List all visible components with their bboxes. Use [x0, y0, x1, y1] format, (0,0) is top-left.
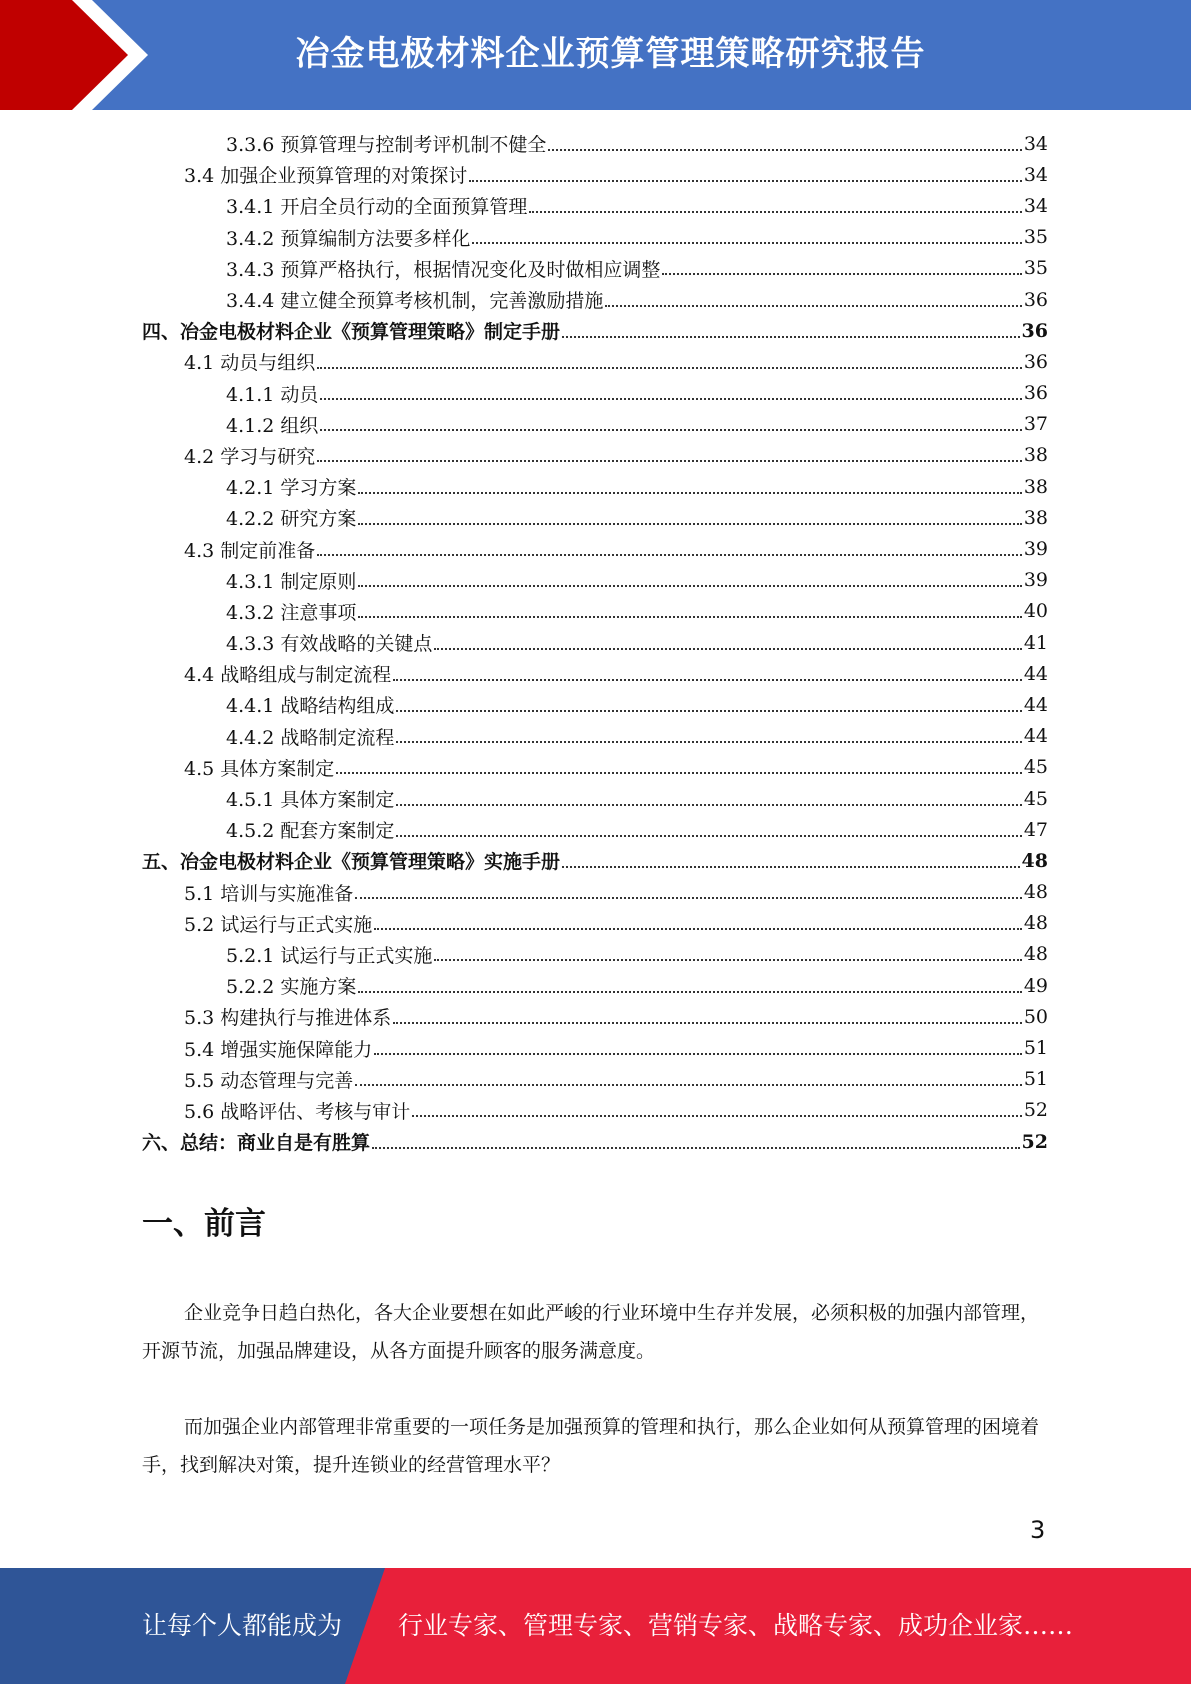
toc-entry-label: 5.2 试运行与正式实施: [184, 913, 373, 936]
toc-dot-leader: [396, 835, 1021, 837]
toc-entry-page: 35: [1023, 257, 1048, 280]
toc-entry[interactable]: [142, 1095, 1048, 1126]
toc-entry-label: 3.3.6 预算管理与控制考评机制不健全: [226, 134, 547, 157]
toc-entry-label: 4.3 制定前准备: [184, 539, 316, 562]
toc-dot-leader: [472, 242, 1021, 244]
toc-entry[interactable]: [142, 409, 1048, 440]
toc-dot-leader: [355, 1084, 1022, 1086]
page-header: [0, 0, 1191, 110]
footer-slogan-right: 行业专家、管理专家、营销专家、战略专家、成功企业家……: [398, 1611, 1074, 1640]
toc-dot-leader: [317, 367, 1022, 369]
toc-entry[interactable]: [142, 908, 1048, 939]
toc-dot-leader: [393, 679, 1022, 681]
toc-entry-label: 5.1 培训与实施准备: [184, 882, 354, 905]
toc-entry[interactable]: [142, 284, 1048, 315]
toc-entry-page: 44: [1023, 693, 1048, 716]
toc-entry-label: 4.1.2 组织: [226, 414, 319, 437]
toc-dot-leader: [358, 492, 1021, 494]
toc-entry[interactable]: [142, 596, 1048, 627]
toc-dot-leader: [562, 336, 1020, 338]
toc-entry-label: 4.4 战略组成与制定流程: [184, 664, 392, 687]
toc-entry-label: 4.2.1 学习方案: [226, 477, 357, 500]
toc-entry-label: 3.4.4 建立健全预算考核机制，完善激励措施: [226, 290, 604, 313]
toc-entry[interactable]: [142, 814, 1048, 845]
toc-entry-label: 4.2.2 研究方案: [226, 508, 357, 531]
toc-entry-page: 45: [1023, 756, 1048, 779]
toc-entry-page: 41: [1023, 631, 1048, 654]
toc-entry[interactable]: [142, 1001, 1048, 1032]
toc-dot-leader: [393, 1022, 1022, 1024]
toc-dot-leader: [358, 991, 1021, 993]
page-number: 3: [1030, 1516, 1046, 1544]
toc-entry-label: 4.5.2 配套方案制定: [226, 820, 395, 843]
toc-entry[interactable]: [142, 440, 1048, 471]
toc-entry-page: 38: [1023, 475, 1048, 498]
toc-entry[interactable]: [142, 783, 1048, 814]
toc-entry-page: 51: [1023, 1037, 1048, 1060]
toc-dot-leader: [317, 460, 1022, 462]
toc-entry-label: 5.6 战略评估、考核与审计: [184, 1100, 411, 1123]
toc-entry-page: 44: [1023, 662, 1048, 685]
toc-entry-label: 4.3.1 制定原则: [226, 570, 357, 593]
toc-entry[interactable]: [142, 1064, 1048, 1095]
toc-entry-page: 48: [1023, 881, 1048, 904]
toc-entry-page: 36: [1023, 350, 1048, 373]
toc-entry[interactable]: [142, 877, 1048, 908]
toc-entry[interactable]: [142, 533, 1048, 564]
toc-entry-label: 3.4.3 预算严格执行，根据情况变化及时做相应调整: [226, 258, 661, 281]
toc-entry-page: 48: [1023, 912, 1048, 935]
toc-dot-leader: [662, 273, 1021, 275]
toc-dot-leader: [358, 523, 1021, 525]
page-footer: [0, 1568, 1191, 1684]
toc-entry-label: 5.2.2 实施方案: [226, 976, 357, 999]
toc-entry-page: 44: [1023, 725, 1048, 748]
toc-entry-page: 48: [1023, 943, 1048, 966]
toc-entry-page: 50: [1023, 1005, 1048, 1028]
section-heading: 一、前言: [142, 1206, 266, 1242]
toc-entry[interactable]: [142, 1126, 1048, 1157]
toc-entry[interactable]: [142, 845, 1048, 876]
toc-dot-leader: [355, 897, 1022, 899]
toc-dot-leader: [605, 305, 1021, 307]
toc-dot-leader: [412, 1115, 1022, 1117]
toc-entry[interactable]: [142, 658, 1048, 689]
toc-entry-label: 5.3 构建执行与推进体系: [184, 1007, 392, 1030]
document-title: 冶金电极材料企业预算管理策略研究报告: [295, 34, 926, 74]
toc-dot-leader: [358, 616, 1021, 618]
toc-entry[interactable]: [142, 315, 1048, 346]
toc-entry[interactable]: [142, 627, 1048, 658]
toc-entry-page: 37: [1023, 413, 1048, 436]
toc-entry-page: 45: [1023, 787, 1048, 810]
toc-entry[interactable]: [142, 689, 1048, 720]
toc-entry-page: 39: [1023, 538, 1048, 561]
toc-entry-label: 4.5.1 具体方案制定: [226, 789, 395, 812]
toc-entry-label: 4.4.2 战略制定流程: [226, 726, 395, 749]
toc-entry-label: 4.3.3 有效战略的关键点: [226, 633, 433, 656]
toc-entry-label: 3.4.2 预算编制方法要多样化: [226, 227, 471, 250]
toc-entry-label: 5.2.1 试运行与正式实施: [226, 944, 433, 967]
toc-entry-page: 40: [1023, 600, 1048, 623]
toc-entry[interactable]: [142, 253, 1048, 284]
toc-dot-leader: [374, 1053, 1022, 1055]
toc-entry-page: 52: [1023, 1099, 1048, 1122]
toc-entry[interactable]: [142, 752, 1048, 783]
toc-entry-label: 4.5 具体方案制定: [184, 757, 335, 780]
toc-dot-leader: [548, 149, 1021, 151]
toc-dot-leader: [434, 648, 1021, 650]
toc-entry-page: 51: [1023, 1068, 1048, 1091]
toc-entry[interactable]: [142, 502, 1048, 533]
toc-dot-leader: [469, 180, 1022, 182]
toc-entry-page: 47: [1023, 818, 1048, 841]
toc-entry-label: 5.4 增强实施保障能力: [184, 1038, 373, 1061]
toc-entry-label: 5.5 动态管理与完善: [184, 1069, 354, 1092]
toc-entry[interactable]: [142, 939, 1048, 970]
toc-dot-leader: [562, 866, 1020, 868]
toc-entry-page: 52: [1021, 1130, 1048, 1153]
toc-entry-page: 38: [1023, 444, 1048, 467]
toc-entry-page: 36: [1023, 382, 1048, 405]
toc-entry-label: 六、总结：商业自是有胜算: [142, 1132, 371, 1155]
toc-entry-page: 36: [1021, 319, 1048, 342]
toc-dot-leader: [320, 429, 1021, 431]
toc-entry[interactable]: [142, 721, 1048, 752]
toc-entry-page: 39: [1023, 569, 1048, 592]
toc-entry[interactable]: [142, 471, 1048, 502]
toc-entry-page: 36: [1023, 288, 1048, 311]
toc-entry-label: 4.4.1 战略结构组成: [226, 695, 395, 718]
toc-dot-leader: [320, 398, 1021, 400]
toc-entry[interactable]: [142, 159, 1048, 190]
toc-entry-page: 34: [1023, 194, 1048, 217]
toc-dot-leader: [336, 772, 1022, 774]
toc-dot-leader: [317, 554, 1022, 556]
toc-entry-page: 34: [1023, 132, 1048, 155]
toc-dot-leader: [396, 804, 1021, 806]
toc-entry-label: 五、冶金电极材料企业《预算管理策略》实施手册: [142, 851, 561, 874]
toc-dot-leader: [434, 959, 1021, 961]
toc-entry[interactable]: [142, 190, 1048, 221]
toc-entry[interactable]: [142, 1032, 1048, 1063]
toc-entry-page: 48: [1021, 849, 1048, 872]
toc-entry-page: 49: [1023, 974, 1048, 997]
toc-entry-page: 38: [1023, 506, 1048, 529]
toc-entry-page: 35: [1023, 226, 1048, 249]
toc-entry[interactable]: [142, 565, 1048, 596]
paragraph-1: 企业竞争日趋白热化，各大企业要想在如此严峻的行业环境中生存并发展，必须积极的加强内部管理，开源节流，加强品牌建设，从各方面提升顾客的服务满意度。: [142, 1302, 1040, 1362]
toc-dot-leader: [396, 741, 1021, 743]
paragraph-2: 而加强企业内部管理非常重要的一项任务是加强预算的管理和执行，那么企业如何从预算管理的困境着手，找到解决对策，提升连锁业的经营管理水平？: [142, 1416, 1040, 1476]
toc-entry-label: 4.1 动员与组织: [184, 352, 316, 375]
toc-entry-label: 3.4 加强企业预算管理的对策探讨: [184, 165, 468, 188]
toc-entry[interactable]: [142, 128, 1048, 159]
toc-entry[interactable]: [142, 346, 1048, 377]
toc-entry[interactable]: [142, 970, 1048, 1001]
toc-entry[interactable]: [142, 378, 1048, 409]
toc-entry[interactable]: [142, 222, 1048, 253]
toc-entry-label: 4.1.1 动员: [226, 383, 319, 406]
toc-dot-leader: [529, 211, 1021, 213]
toc-entry-label: 4.3.2 注意事项: [226, 601, 357, 624]
footer-slogan-left: 让每个人都能成为: [142, 1611, 343, 1640]
toc-entry-label: 四、冶金电极材料企业《预算管理策略》制定手册: [142, 321, 561, 344]
toc-dot-leader: [374, 928, 1022, 930]
toc-entry-label: 4.2 学习与研究: [184, 445, 316, 468]
toc-dot-leader: [372, 1147, 1020, 1149]
toc-dot-leader: [358, 585, 1021, 587]
toc-entry-label: 3.4.1 开启全员行动的全面预算管理: [226, 196, 528, 219]
header-arrow-decoration: [0, 0, 160, 110]
toc-entry-page: 34: [1023, 163, 1048, 186]
toc-dot-leader: [396, 710, 1021, 712]
table-of-contents: [142, 128, 1048, 1157]
